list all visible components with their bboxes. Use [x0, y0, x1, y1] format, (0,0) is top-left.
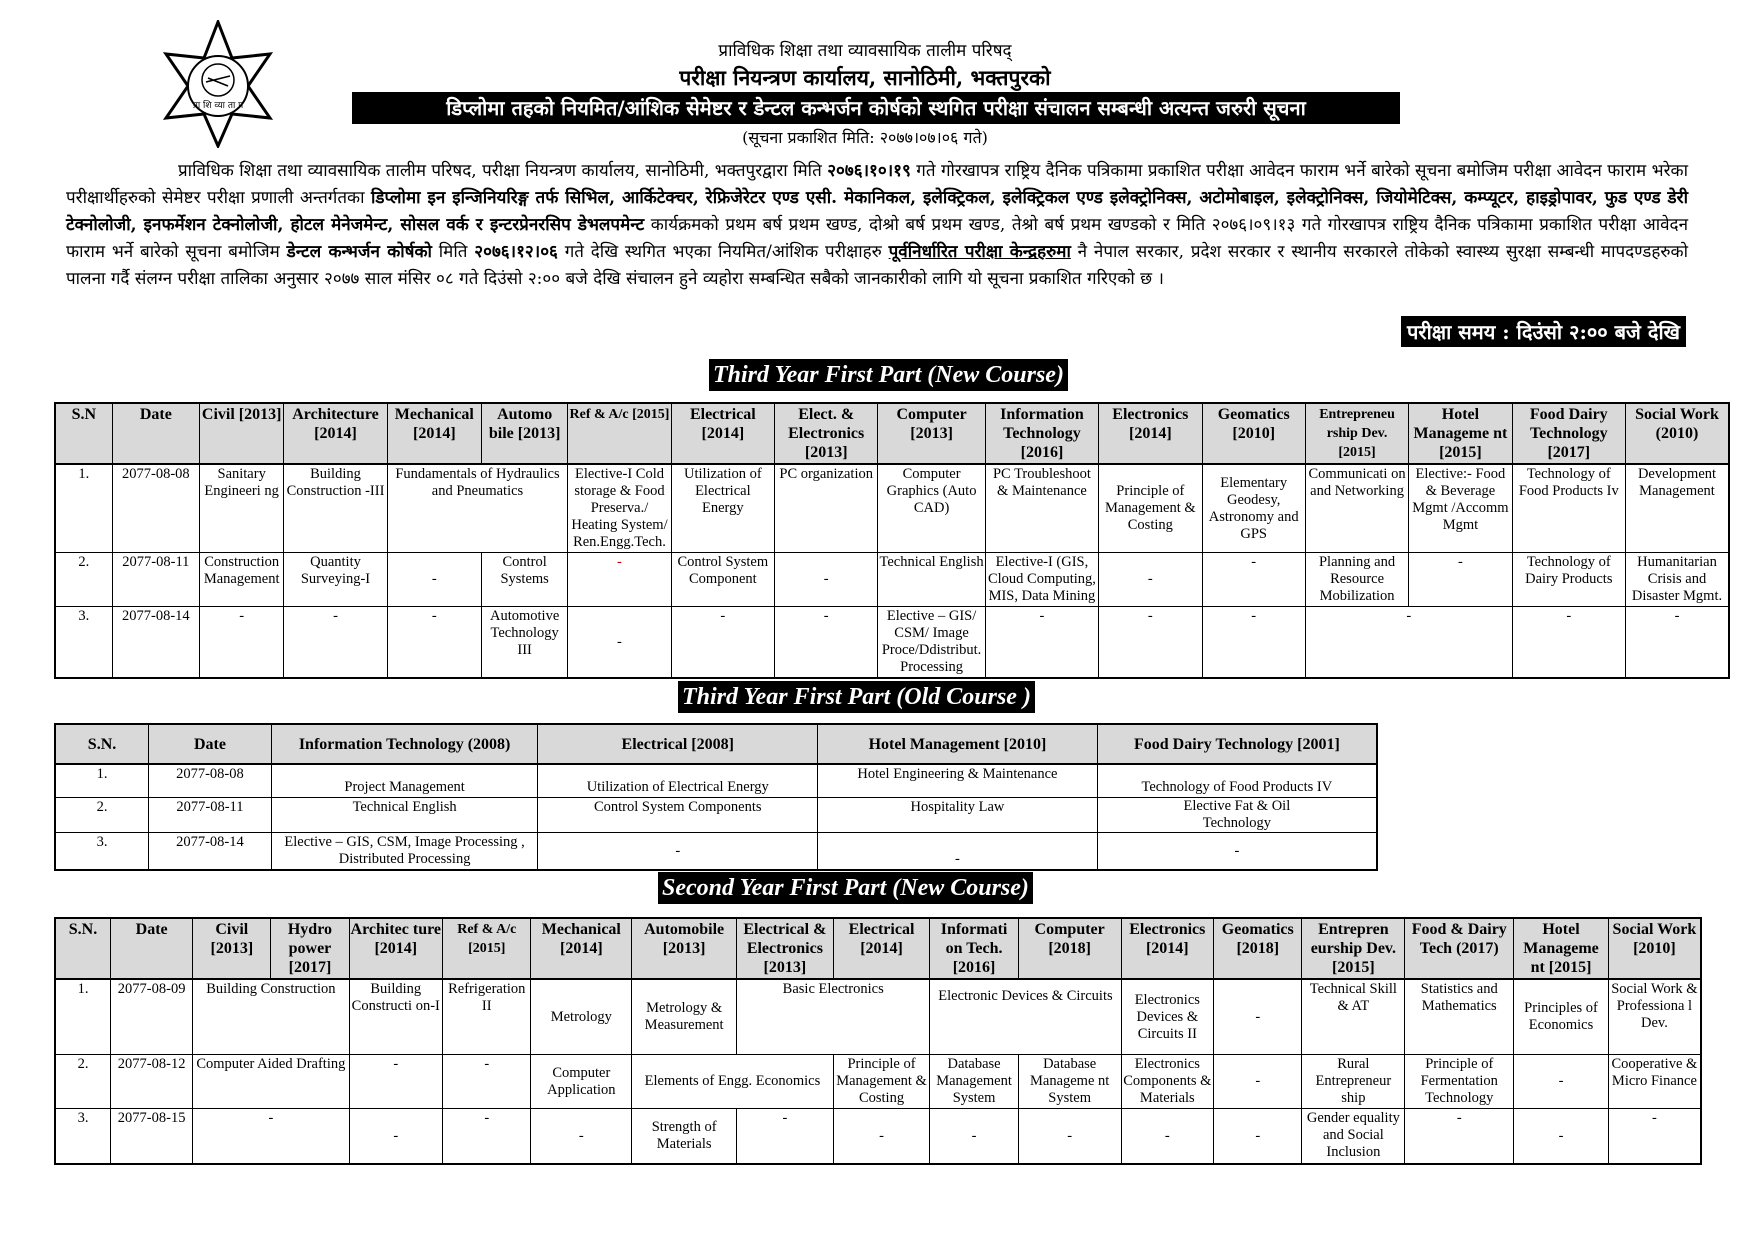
table-cell: 2. — [55, 553, 112, 607]
table-row — [55, 1055, 1701, 1109]
col-header: Mechanical [2014] — [531, 918, 632, 979]
table-cell: 2077-08-14 — [149, 833, 272, 871]
table-cell: - — [284, 607, 387, 679]
table-header — [55, 724, 1377, 764]
table-cell: - — [1214, 1109, 1302, 1165]
table-cell: Basic Electronics — [737, 979, 930, 1055]
col-header: Ref & A/c [2015] — [443, 918, 531, 979]
table-cell: - — [443, 1109, 531, 1165]
table-cell: 2077-08-08 — [149, 764, 272, 798]
notice-text: गते गोरखापत्र राष्ट्रिय दैनिक पत्रिकामा प्रकाशित परीक्षा आवेदन फाराम भर्ने बारेको सूचना बमोजिम परीक्षा आवेदन फाराम भरेका परीक्षार्थीहरुको सेमेष्टर परीक्षा प्रणाली अन्तर्गतका — [66, 161, 1689, 208]
table-cell: Principle of Fermentation Technology — [1405, 1055, 1514, 1109]
col-header: Electrical [2014] — [833, 918, 930, 979]
col-header: Hotel Manageme nt [2015] — [1514, 918, 1609, 979]
table-cell: - — [775, 607, 878, 679]
table-cell: - — [349, 1109, 443, 1165]
table-cell: Statistics and Mathematics — [1405, 979, 1514, 1055]
notice-body — [66, 158, 1688, 293]
table-row — [55, 833, 1377, 871]
table-cell: - — [775, 553, 878, 607]
col-header: Hotel Management [2010] — [818, 724, 1098, 764]
table-row — [55, 1109, 1701, 1165]
col-header: Architecture [2014] — [284, 403, 387, 464]
table-cell: 2. — [55, 1055, 111, 1109]
emblem-text: प्रा शि व्या ता प — [192, 101, 244, 111]
table-cell: Computer Aided Drafting — [193, 1055, 349, 1109]
table-cell: Cooperative & Micro Finance — [1608, 1055, 1701, 1109]
section-title: Second Year First Part (New Course) — [658, 872, 1033, 904]
schedule-table — [54, 723, 1378, 871]
col-header: Electrical [2008] — [538, 724, 818, 764]
schedule-table — [54, 402, 1730, 679]
table-cell: Control System Component — [671, 553, 774, 607]
table-cell: 2077-08-14 — [112, 607, 199, 679]
notice-text: प्राविधिक शिक्षा तथा व्यावसायिक तालीम परिषद, परीक्षा नियन्त्रण कार्यालय, सानोठिमी, भक्तपुरद्वारा मिति — [178, 161, 822, 181]
table-cell: PC Troubleshoot & Maintenance — [985, 464, 1098, 553]
table-cell: Humanitarian Crisis and Disaster Mgmt. — [1626, 553, 1730, 607]
table-cell: Social Work & Professiona l Dev. — [1608, 979, 1701, 1055]
table-row — [55, 607, 1729, 679]
col-header: Ref & A/c [2015] — [568, 403, 671, 464]
table-cell: 2077-08-09 — [111, 979, 193, 1055]
table-cell: - — [1099, 607, 1202, 679]
col-header: Hydro power [2017] — [271, 918, 349, 979]
table-cell: - — [1305, 607, 1512, 679]
table-cell: Communicati on and Networking — [1305, 464, 1408, 553]
table-cell: PC organization — [775, 464, 878, 553]
table-cell: Electronics Components & Materials — [1121, 1055, 1214, 1109]
table-cell: - — [193, 1109, 349, 1165]
table-cell: Building Construction -III — [284, 464, 387, 553]
table-cell: Development Management — [1626, 464, 1730, 553]
col-header: Food & Dairy Tech (2017) — [1405, 918, 1514, 979]
table-cell: - — [200, 607, 284, 679]
table-cell: Elements of Engg. Economics — [632, 1055, 834, 1109]
table-cell: Gender equality and Social Inclusion — [1302, 1109, 1405, 1165]
table-cell: Principles of Economics — [1514, 979, 1609, 1055]
table-cell: Elective – GIS, CSM, Image Processing , Distributed Processing — [271, 833, 538, 871]
office-name: परीक्षा नियन्त्रण कार्यालय, सानोठिमी, भक्तपुरको — [679, 65, 1051, 90]
col-header: Mechanical [2014] — [387, 403, 481, 464]
col-header: Entrepreneu rship Dev. [2015] — [1305, 403, 1408, 464]
table-cell: Elementary Geodesy, Astronomy and GPS — [1202, 464, 1305, 553]
col-header: Informati on Tech. [2016] — [930, 918, 1018, 979]
table-cell: Technical English — [878, 553, 985, 607]
table-cell: Elective-I (GIS, Cloud Computing, MIS, Data Mining — [985, 553, 1098, 607]
table-cell: 2077-08-11 — [149, 798, 272, 833]
table-cell: Automotive Technology III — [482, 607, 568, 679]
table-row — [55, 464, 1729, 553]
table-cell: 1. — [55, 464, 112, 553]
table-cell: 3. — [55, 833, 149, 871]
table-cell: - — [387, 553, 481, 607]
table-cell: Elective Fat & Oil Technology — [1097, 798, 1377, 833]
table-cell: 2077-08-08 — [112, 464, 199, 553]
col-header: Food Dairy Technology [2001] — [1097, 724, 1377, 764]
col-header: Date — [111, 918, 193, 979]
col-header: Date — [149, 724, 272, 764]
table-cell: Elective-I Cold storage & Food Preserva./ Heating System/ Ren.Engg.Tech. — [568, 464, 671, 553]
section-title: Third Year First Part (Old Course ) — [678, 681, 1035, 713]
table-cell: Utilization of Electrical Energy — [538, 764, 818, 798]
notice-centers: पूर्वनिर्धारित परीक्षा केन्द्रहरुमा — [888, 242, 1071, 262]
table-cell: Rural Entrepreneur ship — [1302, 1055, 1405, 1109]
table-row — [55, 764, 1377, 798]
col-header: Information Technology [2016] — [985, 403, 1098, 464]
table-cell: - — [1018, 1109, 1121, 1165]
col-header: Social Work [2010] — [1608, 918, 1701, 979]
table-cell: - — [671, 607, 774, 679]
col-header: Social Work (2010) — [1626, 403, 1730, 464]
table-cell: - — [1214, 979, 1302, 1055]
table-cell: Principle of Management & Costing — [1099, 464, 1202, 553]
exam-time: परीक्षा समय : दिउंसो २:०० बजे देखि — [1401, 316, 1686, 347]
col-header: Civil [2013] — [200, 403, 284, 464]
table-cell: 2077-08-12 — [111, 1055, 193, 1109]
col-header: Geomatics [2010] — [1202, 403, 1305, 464]
col-header: Information Technology (2008) — [271, 724, 538, 764]
col-header: S.N — [55, 403, 112, 464]
table-cell: Control System Components — [538, 798, 818, 833]
col-header: Elect. & Electronics [2013] — [775, 403, 878, 464]
table-cell: Hotel Engineering & Maintenance — [818, 764, 1098, 798]
table-row — [55, 979, 1701, 1055]
notice-dental: डेन्टल कन्भर्जन कोर्षको — [286, 242, 432, 262]
notice-title-bar — [352, 92, 1400, 124]
table-cell: - — [1214, 1055, 1302, 1109]
table-cell: - — [387, 607, 481, 679]
table-header — [55, 918, 1701, 979]
col-header: Computer [2018] — [1018, 918, 1121, 979]
table-cell: - — [1514, 1055, 1609, 1109]
table-cell: Technical Skill & AT — [1302, 979, 1405, 1055]
table-cell: - — [737, 1109, 834, 1165]
table-cell: Building Constructi on-I — [349, 979, 443, 1055]
table-cell: Elective:- Food & Beverage Mgmt /Accomm Mgmt — [1409, 464, 1512, 553]
col-header: Date — [112, 403, 199, 464]
col-header: Electronics [2014] — [1099, 403, 1202, 464]
table-cell: - — [1405, 1109, 1514, 1165]
table-cell: Quantity Surveying-I — [284, 553, 387, 607]
council-emblem — [158, 20, 278, 148]
col-header: Civil [2013] — [193, 918, 271, 979]
table-cell: Database Manageme nt System — [1018, 1055, 1121, 1109]
table-cell: Control Systems — [482, 553, 568, 607]
table-cell: Electronic Devices & Circuits — [930, 979, 1121, 1055]
col-header: Entrepren eurship Dev. [2015] — [1302, 918, 1405, 979]
table-cell: 1. — [55, 764, 149, 798]
table-cell: Utilization of Electrical Energy — [671, 464, 774, 553]
table-cell: Technical English — [271, 798, 538, 833]
table-cell: Technology of Food Products Iv — [1512, 464, 1625, 553]
table-cell: - — [568, 607, 671, 679]
table-cell: - — [568, 553, 671, 607]
col-header: S.N. — [55, 918, 111, 979]
council-name: प्राविधिक शिक्षा तथा व्यावसायिक तालीम परिषद् — [718, 41, 1012, 61]
notice-date: २०७६।१०।१९ — [827, 161, 911, 181]
table-cell: Refrigeration II — [443, 979, 531, 1055]
table-cell: Computer Application — [531, 1055, 632, 1109]
table-cell: Building Construction — [193, 979, 349, 1055]
table-cell: - — [1608, 1109, 1701, 1165]
table-cell: Project Management — [271, 764, 538, 798]
col-header: Geomatics [2018] — [1214, 918, 1302, 979]
table-cell: Technology of Food Products IV — [1097, 764, 1377, 798]
table-cell: - — [930, 1109, 1018, 1165]
table-cell: 2077-08-15 — [111, 1109, 193, 1165]
table-cell: - — [1097, 833, 1377, 871]
table-cell: - — [818, 833, 1098, 871]
col-header: Electrical [2014] — [671, 403, 774, 464]
table-cell: - — [1514, 1109, 1609, 1165]
table-cell: Planning and Resource Mobilization — [1305, 553, 1408, 607]
notice-text: गते देखि स्थगित भएका नियमित/आंशिक परीक्षाहरु — [564, 242, 882, 262]
table-cell: - — [443, 1055, 531, 1109]
section-title: Third Year First Part (New Course) — [709, 359, 1068, 391]
table-cell: 3. — [55, 1109, 111, 1165]
table-cell: Fundamentals of Hydraulics and Pneumatics — [387, 464, 568, 553]
table-cell: Electronics Devices & Circuits II — [1121, 979, 1214, 1055]
table-cell: - — [833, 1109, 930, 1165]
col-header: Electronics [2014] — [1121, 918, 1214, 979]
table-cell: Database Management System — [930, 1055, 1018, 1109]
notice-title: डिप्लोमा तहको नियमित/आंशिक सेमेष्टर र डेन्टल कन्भर्जन कोर्षको स्थगित परीक्षा संचालन सम्बन्धी अत्यन्त जरुरी सूचना — [446, 96, 1306, 120]
table-cell: - — [349, 1055, 443, 1109]
table-row — [55, 553, 1729, 607]
table-cell: - — [538, 833, 818, 871]
table-cell: - — [1099, 553, 1202, 607]
table-row — [55, 798, 1377, 833]
table-cell: Strength of Materials — [632, 1109, 737, 1165]
published-date: (सूचना प्रकाशित मिति: २०७७।०७।०६ गते) — [742, 128, 988, 147]
table-cell: Technology of Dairy Products — [1512, 553, 1625, 607]
notice-text: मिति — [438, 242, 468, 262]
table-header — [55, 403, 1729, 464]
notice-text: नै नेपाल सरकार, प्रदेश सरकार र स्थानीय सरकारले तोकेको स्वास्थ्य सुरक्षा सम्बन्धी मापदण्डहरुको पालना गर्दै संलग्न परीक्षा तालिका अनुसार २०७७ साल मंसिर ०८ गते दिउंसो २:०० बजे देखि संचालन हुने व्यहोरा सम्बन्धित सबैको जानकारीको लागि यो सूचना प्रकाशित गरिएको छ । — [66, 242, 1688, 289]
col-header: Food Dairy Technology [2017] — [1512, 403, 1625, 464]
table-cell: - — [531, 1109, 632, 1165]
table-cell: 1. — [55, 979, 111, 1055]
table-cell: Elective – GIS/ CSM/ Image Proce/Ddistribut. Processing — [878, 607, 985, 679]
col-header: Automobile [2013] — [632, 918, 737, 979]
notice-paragraph — [66, 158, 1688, 293]
table-cell: 2. — [55, 798, 149, 833]
table-cell: Metrology — [531, 979, 632, 1055]
notice-date: २०७६।१२।०६ — [474, 242, 558, 262]
table-cell: Metrology & Measurement — [632, 979, 737, 1055]
col-header: Automo bile [2013] — [482, 403, 568, 464]
table-cell: 3. — [55, 607, 112, 679]
schedule-table — [54, 917, 1702, 1165]
table-cell: Sanitary Engineeri ng — [200, 464, 284, 553]
table-cell: - — [1409, 553, 1512, 607]
col-header: S.N. — [55, 724, 149, 764]
table-cell: Hospitality Law — [818, 798, 1098, 833]
col-header: Computer [2013] — [878, 403, 985, 464]
table-cell: - — [1202, 553, 1305, 607]
table-cell: - — [1121, 1109, 1214, 1165]
notice-text: कार्यक्रमको प्रथम बर्ष प्रथम खण्ड, दोश्रो बर्ष प्रथम खण्ड, तेश्रो बर्ष प्रथम खण्डको र मिति २०७६।०९।१३ गते गोरखापत्र राष्ट्रिय दैनिक पत्रिकामा प्रकाशित परीक्षा आवेदन फाराम भर्ने बारेको सूचना बमोजिम — [66, 215, 1689, 262]
col-header: Electrical & Electronics [2013] — [737, 918, 834, 979]
col-header: Architec ture [2014] — [349, 918, 443, 979]
table-cell: - — [1202, 607, 1305, 679]
table-cell: - — [1626, 607, 1730, 679]
col-header: Hotel Manageme nt [2015] — [1409, 403, 1512, 464]
table-cell: Construction Management — [200, 553, 284, 607]
table-cell: Computer Graphics (Auto CAD) — [878, 464, 985, 553]
notice-programs: डिप्लोमा इन इन्जिनियरिङ्ग तर्फ सिभिल, आर्किटेक्चर, रेफ्रिजेरेटर एण्ड एसी. मेकानिकल, इलेक्ट्रिकल, इलेक्ट्रिकल एण्ड इलेक्ट्रोनिक्स, अटोमोबाइल, इलेक्ट्रोनिक्स, जियोमेटिक्स, कम्प्यूटर, हाइड्रोपावर, फुड एण्ड डेरी टेक्नोलोजी, इनफर्मेशन टेक्नोलोजी, होटल मेनेजमेन्ट, सोसल वर्क र इन्टरप्रेनरसिप डेभलपमेन्ट — [66, 188, 1689, 235]
table-cell: 2077-08-11 — [112, 553, 199, 607]
table-cell: - — [985, 607, 1098, 679]
table-cell: Principle of Management & Costing — [833, 1055, 930, 1109]
table-cell: - — [1512, 607, 1625, 679]
